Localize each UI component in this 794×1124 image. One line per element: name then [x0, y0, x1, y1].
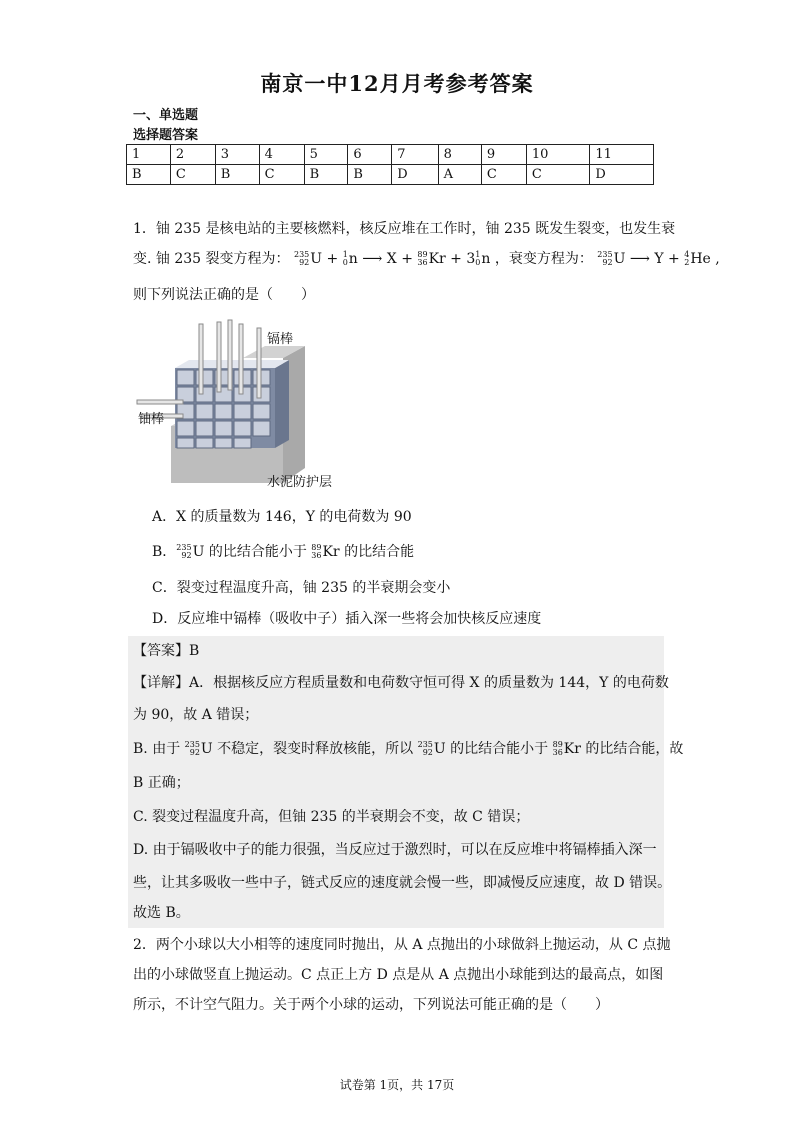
detail-line: C. 裂变过程温度升高，但铀 235 的半衰期会不变，故 C 错误；: [133, 809, 530, 825]
answer-label: 【答案】B: [133, 643, 200, 659]
detail-line: B 正确；: [133, 775, 190, 791]
detail-line: 些，让其多吸收一些中子，链式反应的速度就会慢一些，即减慢反应速度，故 D 错误。: [133, 875, 672, 891]
detail-line: 故选 B。: [133, 905, 190, 921]
table-cell: B: [215, 165, 259, 185]
q1-line2: [133, 248, 720, 270]
answer-table-title: 选择题答案: [133, 128, 199, 143]
table-cell: 7: [392, 145, 438, 165]
option-d: D．反应堆中镉棒（吸收中子）插入深一些将会加快核反应速度: [152, 611, 542, 627]
table-cell: 4: [259, 145, 304, 165]
option-b: B． 235 92 U 的比结合能小于 89 36 Kr 的比结合能: [152, 543, 415, 560]
detail-line: D. 由于镉吸收中子的能力很强，当反应过于激烈时，可以在反应堆中将镉棒插入深一: [133, 842, 657, 858]
answer-table-row-numbers: [127, 145, 654, 165]
option-a: A．X 的质量数为 146，Y 的电荷数为 90: [152, 509, 412, 525]
concrete-label: 水泥防护层: [267, 475, 333, 490]
table-cell: 5: [304, 145, 348, 165]
table-cell: B: [127, 165, 171, 185]
table-cell: C: [170, 165, 215, 185]
detail-line: 为 90，故 A 错误；: [133, 707, 259, 723]
q1-line2-mid: ，衰变方程为：: [494, 251, 593, 267]
cadmium-rod-label: 镉棒: [267, 332, 294, 347]
uranium-rod-label: 铀棒: [138, 412, 165, 427]
table-cell: 11: [590, 145, 654, 165]
answer-table-row-answers: [127, 165, 654, 185]
table-cell: 1: [127, 145, 171, 165]
q2-line: 2．两个小球以大小相等的速度同时抛出，从 A 点抛出的小球做斜上抛运动，从 C 点抛: [133, 937, 671, 953]
decay-equation: 235 92 U ⟶ Y + 4 2 He ,: [597, 250, 720, 267]
table-cell: 9: [481, 145, 526, 165]
table-cell: 6: [348, 145, 392, 165]
table-cell: B: [304, 165, 348, 185]
table-cell: 2: [170, 145, 215, 165]
section-heading: 一、单选题: [133, 108, 199, 123]
table-cell: C: [481, 165, 526, 185]
table-cell: C: [526, 165, 590, 185]
q2-line: 出的小球做竖直上抛运动。C 点正上方 D 点是从 A 点抛出小球能到达的最高点，如图: [133, 967, 664, 983]
detail-line: B. 由于 235 92 U 不稳定，裂变时释放核能，所以 235 92 U 的比结合能小于 89 36 Kr 的比结合能，故: [133, 740, 684, 757]
option-c: C．裂变过程温度升高，铀 235 的半衰期会变小: [152, 580, 451, 596]
table-cell: D: [590, 165, 654, 185]
table-cell: 3: [215, 145, 259, 165]
detail-line: 【详解】A．根据核反应方程质量数和电荷数守恒可得 X 的质量数为 144，Y 的电荷数: [133, 675, 669, 691]
q2-line: 所示，不计空气阻力。关于两个小球的运动，下列说法可能正确的是（ ）: [133, 997, 609, 1013]
q1-line3: 则下列说法正确的是（ ）: [133, 287, 315, 303]
table-cell: D: [392, 165, 438, 185]
table-cell: A: [438, 165, 481, 185]
reactor-figure: [133, 318, 373, 493]
fission-equation: 235 92 U + 1 0 n ⟶ X + 89 36 Kr + 3 1 0 n: [293, 250, 495, 267]
table-cell: 8: [438, 145, 481, 165]
answer-table: [126, 144, 654, 185]
page-title: 南京一中12月月考参考答案: [260, 71, 534, 96]
table-cell: C: [259, 165, 304, 185]
page-footer: 试卷第 1页，共 17页: [339, 1078, 455, 1092]
q1-line1: 1．铀 235 是核电站的主要核燃料，核反应堆在工作时，铀 235 既发生裂变，也发生衰: [133, 221, 676, 237]
table-cell: 10: [526, 145, 590, 165]
q1-line2-prefix: 变. 铀 235 裂变方程为：: [133, 251, 290, 267]
table-cell: B: [348, 165, 392, 185]
